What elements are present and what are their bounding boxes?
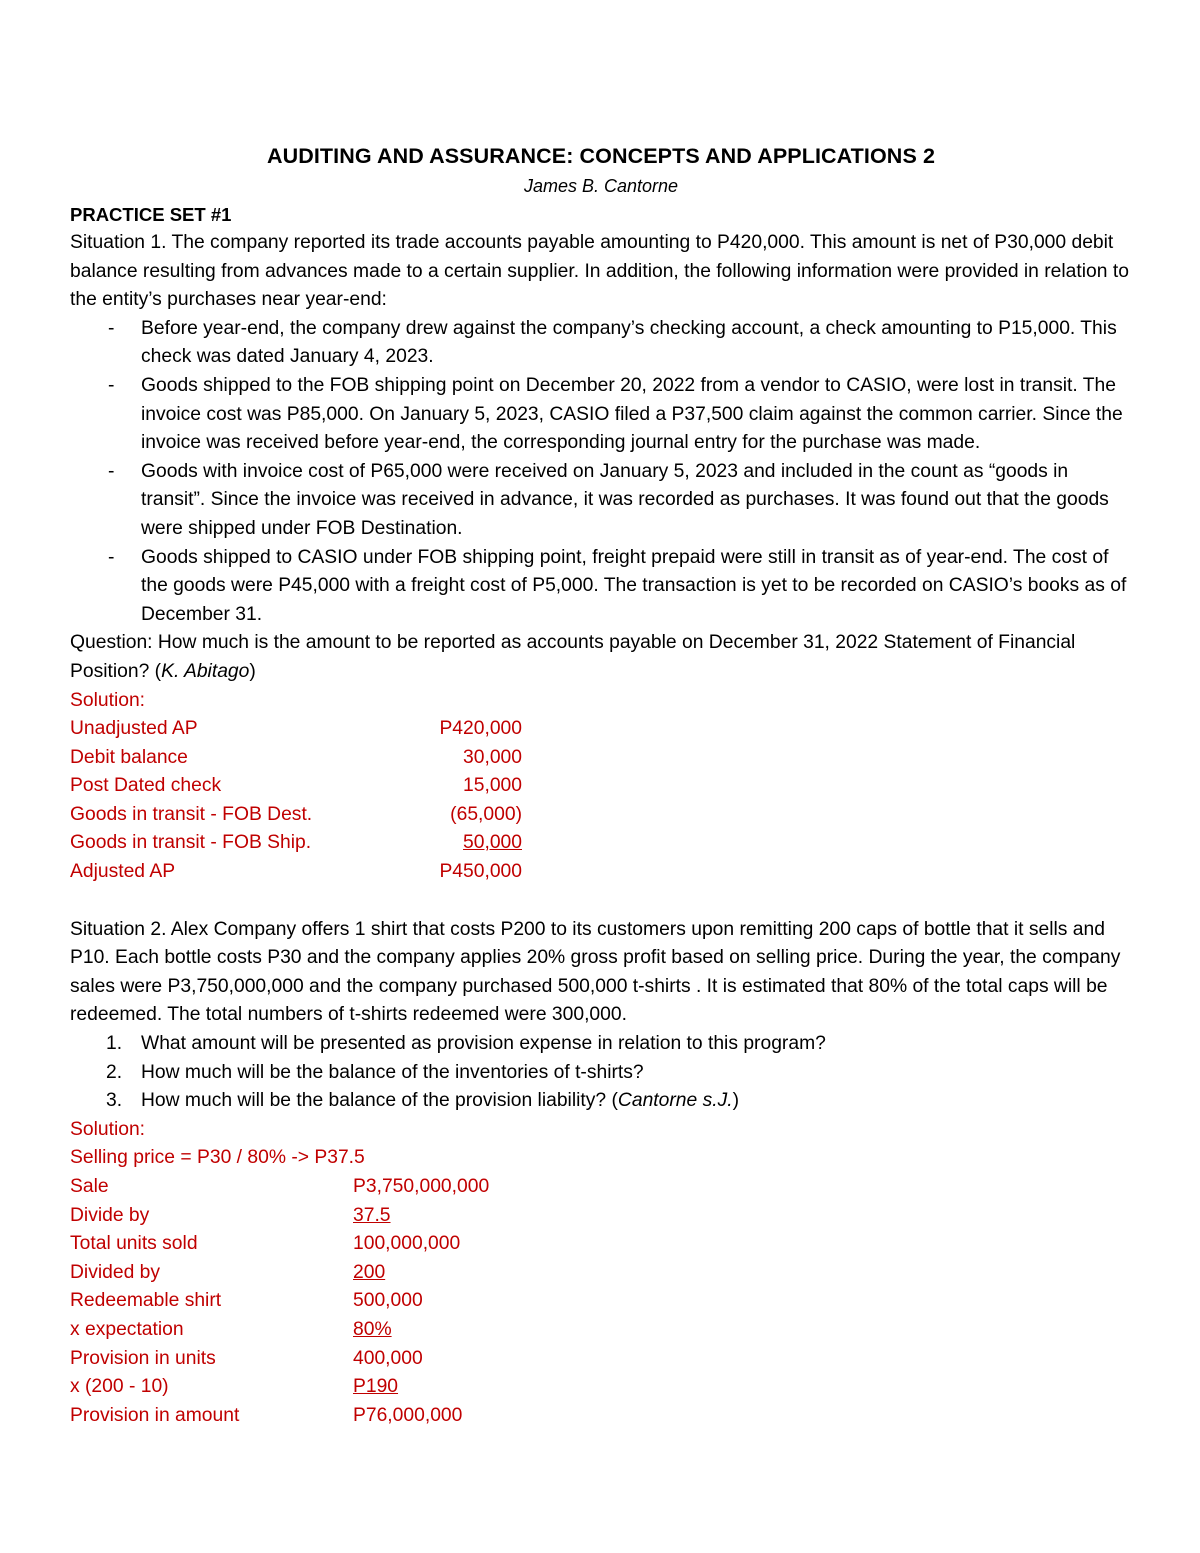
solution-label: Solution:: [70, 1118, 146, 1140]
solution-row: [70, 1230, 1132, 1259]
solution-label: Solution:: [70, 689, 146, 711]
solution-row-label: Sale: [70, 1176, 109, 1197]
solution-row: [70, 801, 1132, 830]
situation-2: [70, 916, 1132, 1431]
selling-price-line: Selling price = P30 / 80% -> P37.5: [70, 1147, 365, 1169]
solution-row-label: Goods in transit - FOB Dest.: [70, 803, 313, 825]
solution-row-amount: 30,000: [463, 746, 522, 768]
document-title: AUDITING AND ASSURANCE: CONCEPTS AND APPLICATIONS 2: [266, 144, 936, 168]
question-item: 3. How much will be the balance of the provision liability? (Cantorne s.J.): [106, 1090, 740, 1112]
situation-1-solution-table: [70, 715, 1132, 887]
solution-row-label: Post Dated check: [70, 775, 222, 797]
bullet-item: - Goods shipped to the FOB shipping point on December 20, 2022 from a vendor to CASIO, were lost in transit. The invoice cost was P85,000. On January 5, 2023, CASIO filed a P37,500 claim against the common carrier. Since the invoice was received before year-end, the corresponding journal entry for the purchase was made.: [70, 372, 1132, 458]
situation-2-solution-table: [70, 1173, 1132, 1430]
situation-1: [70, 229, 1132, 887]
bullet-item: - Before year-end, the company drew against the company’s checking account, a check amounting to P15,000. This check was dated January 4, 2023.: [70, 315, 1132, 372]
solution-row: [70, 1173, 1132, 1202]
solution-row-label: Provision in units: [70, 1347, 216, 1369]
practice-set-title: PRACTICE SET #1: [70, 204, 232, 225]
bullet-item: - Goods with invoice cost of P65,000 were received on January 5, 2023 and included in the count as “goods in transit”. Since the invoice was received in advance, it was recorded as purchases. It was found out that the goods were shipped under FOB Destination.: [70, 458, 1132, 544]
solution-row-amount: 200: [353, 1261, 386, 1283]
solution-row: [70, 1259, 1132, 1288]
situation-2-questions: [70, 1030, 1132, 1116]
situation-1-intro: Situation 1. The company reported its trade accounts payable amounting to P420,000. This amount is net of P30,000 debit balance resulting from advances made to a certain supplier. In addition, the following information were provided in relation to the entity’s purchases near year-end:: [70, 232, 1129, 311]
question-item: 1. What amount will be presented as provision expense in relation to this program?: [106, 1033, 826, 1055]
solution-row: [70, 1402, 1132, 1431]
solution-row-amount: 50,000: [463, 832, 522, 854]
solution-row-label: Adjusted AP: [70, 861, 176, 883]
situation-2-intro: Situation 2. Alex Company offers 1 shirt that costs P200 to its customers upon remitting 200 caps of bottle that it sells and P10. Each bottle costs P30 and the company applies 20% gross profit based on selling price. During the year, the company sales were P3,750,000,000 and the company purchased 500,000 t-shirts . It is estimated that 80% of the total caps will be redeemed. The total numbers of t-shirts redeemed were 300,000.: [70, 918, 1121, 1026]
question-text: Question: How much is the amount to be reported as accounts payable on December 31, 2022 Statement of Financial Position? (: [70, 632, 1076, 682]
question-reference: K. Abitago: [161, 660, 250, 682]
solution-row-amount: P450,000: [439, 861, 522, 883]
solution-row-label: x (200 - 10): [70, 1376, 169, 1398]
situation-1-question: [70, 629, 1132, 686]
solution-row-label: Unadjusted AP: [70, 718, 198, 740]
question-item: 2. How much will be the balance of the inventories of t-shirts?: [106, 1061, 644, 1083]
solution-row: [70, 1202, 1132, 1231]
document-author: James B. Cantorne: [523, 176, 679, 196]
situation-1-bullets: [70, 315, 1132, 630]
question-close: ): [249, 660, 256, 682]
solution-row: [70, 829, 1132, 858]
solution-row-amount: 15,000: [463, 775, 522, 797]
solution-row-label: x expectation: [70, 1318, 184, 1340]
solution-row-amount: P3,750,000,000: [353, 1176, 490, 1197]
solution-row-amount: 80%: [353, 1318, 392, 1340]
solution-row: [70, 858, 1132, 887]
solution-row-label: Total units sold: [70, 1233, 198, 1255]
section-spacer: [70, 887, 1132, 916]
question-reference: Cantorne s.J.: [617, 1090, 733, 1112]
solution-row-label: Debit balance: [70, 746, 188, 768]
document-page: [70, 140, 1132, 1430]
solution-row: [70, 1373, 1132, 1402]
solution-row: [70, 1345, 1132, 1374]
solution-row-label: Divide by: [70, 1204, 150, 1226]
solution-row: [70, 1316, 1132, 1345]
solution-row: [70, 715, 1132, 744]
solution-row-amount: 100,000,000: [353, 1233, 461, 1255]
solution-row: [70, 772, 1132, 801]
solution-row-amount: (65,000): [450, 803, 522, 825]
bullet-item: - Goods shipped to CASIO under FOB shipping point, freight prepaid were still in transit as of year-end. The cost of the goods were P45,000 with a freight cost of P5,000. The transaction is yet to be recorded on CASIO’s books as of December 31.: [70, 544, 1132, 630]
solution-row-label: Redeemable shirt: [70, 1290, 222, 1312]
solution-row: [70, 744, 1132, 773]
solution-row-label: Divided by: [70, 1261, 161, 1283]
solution-row-label: Goods in transit - FOB Ship.: [70, 832, 312, 854]
solution-row-amount: 400,000: [353, 1347, 423, 1369]
solution-row-amount: P76,000,000: [353, 1404, 463, 1426]
solution-row-amount: 500,000: [353, 1290, 423, 1312]
solution-row-amount: 37.5: [353, 1204, 391, 1226]
solution-row-amount: P190: [353, 1376, 399, 1398]
solution-row-label: Provision in amount: [70, 1404, 240, 1426]
solution-row-amount: P420,000: [439, 718, 522, 740]
solution-row: [70, 1287, 1132, 1316]
